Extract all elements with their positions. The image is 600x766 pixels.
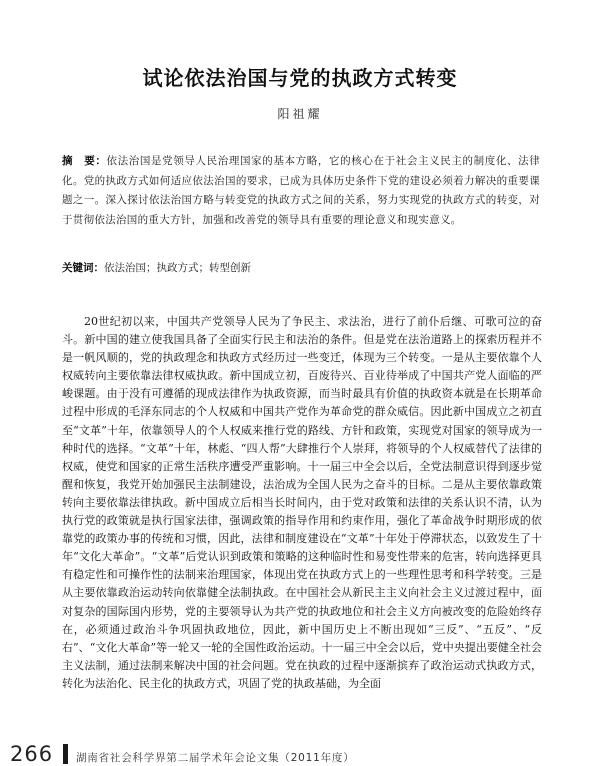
keywords-text: 依法治国；执政方式；转型创新 xyxy=(104,262,251,274)
author-name: 阳祖耀 xyxy=(277,107,323,121)
keywords-label: 关键词： xyxy=(62,262,104,274)
abstract-label: 摘 要： xyxy=(62,155,107,167)
page-footer xyxy=(10,742,600,766)
footer-divider-bar xyxy=(63,744,68,764)
running-footer: 湖南省社会科学界第二届学术年会论文集（2011年度） xyxy=(76,752,355,764)
paper-title: 试论依法治国与党的执政方式转变 xyxy=(142,66,458,90)
page-number: 266 xyxy=(10,742,54,766)
body-paragraph: 20世纪初以来，中国共产党领导人民为了争民主、求法治，进行了前仆后继、可歌可泣的奋斗。新中国的建立使我国具备了全面实行民主和法治的条件。但是党在法治道路上的探索历程并不是一帆风顺的，党的执政理念和执政方式经历过一些变迁，体现为三个转变。一是从主要依靠个人权威转向主要依靠法律权威执政。新中国成立初，百废待兴、百业待举成了中国共产党人面临的严峻课题。由于没有可遵循的现成法律作为执政资源，而当时最具有价值的执政资本就是在长期革命过程中形成的毛泽东同志的个人权威和中国共产党作为革命党的群众威信。因此新中国成立之初直至“文革”十年，依靠领导人的个人权威来推行党的路线、方针和政策，实现党对国家的领导成为一种时代的选择。“文革”十年，林彪、“四人帮”大肆推行个人崇拜，将领导的个人权威替代了法律的权威，使党和国家的正常生活秩序遭受严重影响。十一届三中全会以后，全党法制意识得到逐步觉醒和恢复，我党开始加强民主法制建设，法治成为全国人民为之奋斗的目标。二是从主要依靠政策转向主要依靠法律执政。新中国成立后相当长时间内，由于党对政策和法律的关系认识不清，认为执行党的政策就是执行国家法律，强调政策的指导作用和约束作用，强化了革命战争时期形成的依靠党的政策办事的传统和习惯，因此，法律和制度建设在“文革”十年处于停滞状态，以致发生了十年“文化大革命”。“文革”后党认识到政策和策略的这种临时性和易变性带来的危害，转向选择更具有稳定性和可操作性的法制来治理国家，体现出党在执政方式上的一些理性思考和科学转变。三是从主要依靠政治运动转向依靠健全法制执政。在中国社会从新民主主义向社会主义过渡过程中，面对复杂的国际国内形势，党的主要领导认为共产党的执政地位和社会主义方向被改变的危险始终存在，必须通过政治斗争巩固执政地位，因此，新中国历史上不断出现如“三反”、“五反”、“反右”、“文化大革命”等一轮又一轮的全国性政治运动。十一届三中全会以后，党中央提出要健全社会主义法制，通过法制来解决中国的社会问题。党在执政的过程中逐渐摈弃了政治运动式执政方式，转化为法治化、民主化的执政方式，巩固了党的执政基础，为全面 xyxy=(62,315,542,690)
abstract-text: 依法治国是党领导人民治理国家的基本方略，它的核心在于社会主义民主的制度化、法律化。党的执政方式如何适应依法治国的要求，已成为具体历史条件下党的建设必须着力解决的重要课题之一。深入探讨依法治国方略与转变党的执政方式之间的关系，努力实现党的执政方式的转变，对于贯彻依法治国的重大方针，加强和改善党的领导具有重要的理论意义和现实意义。 xyxy=(62,155,540,226)
keywords xyxy=(62,259,540,278)
abstract xyxy=(62,152,540,230)
